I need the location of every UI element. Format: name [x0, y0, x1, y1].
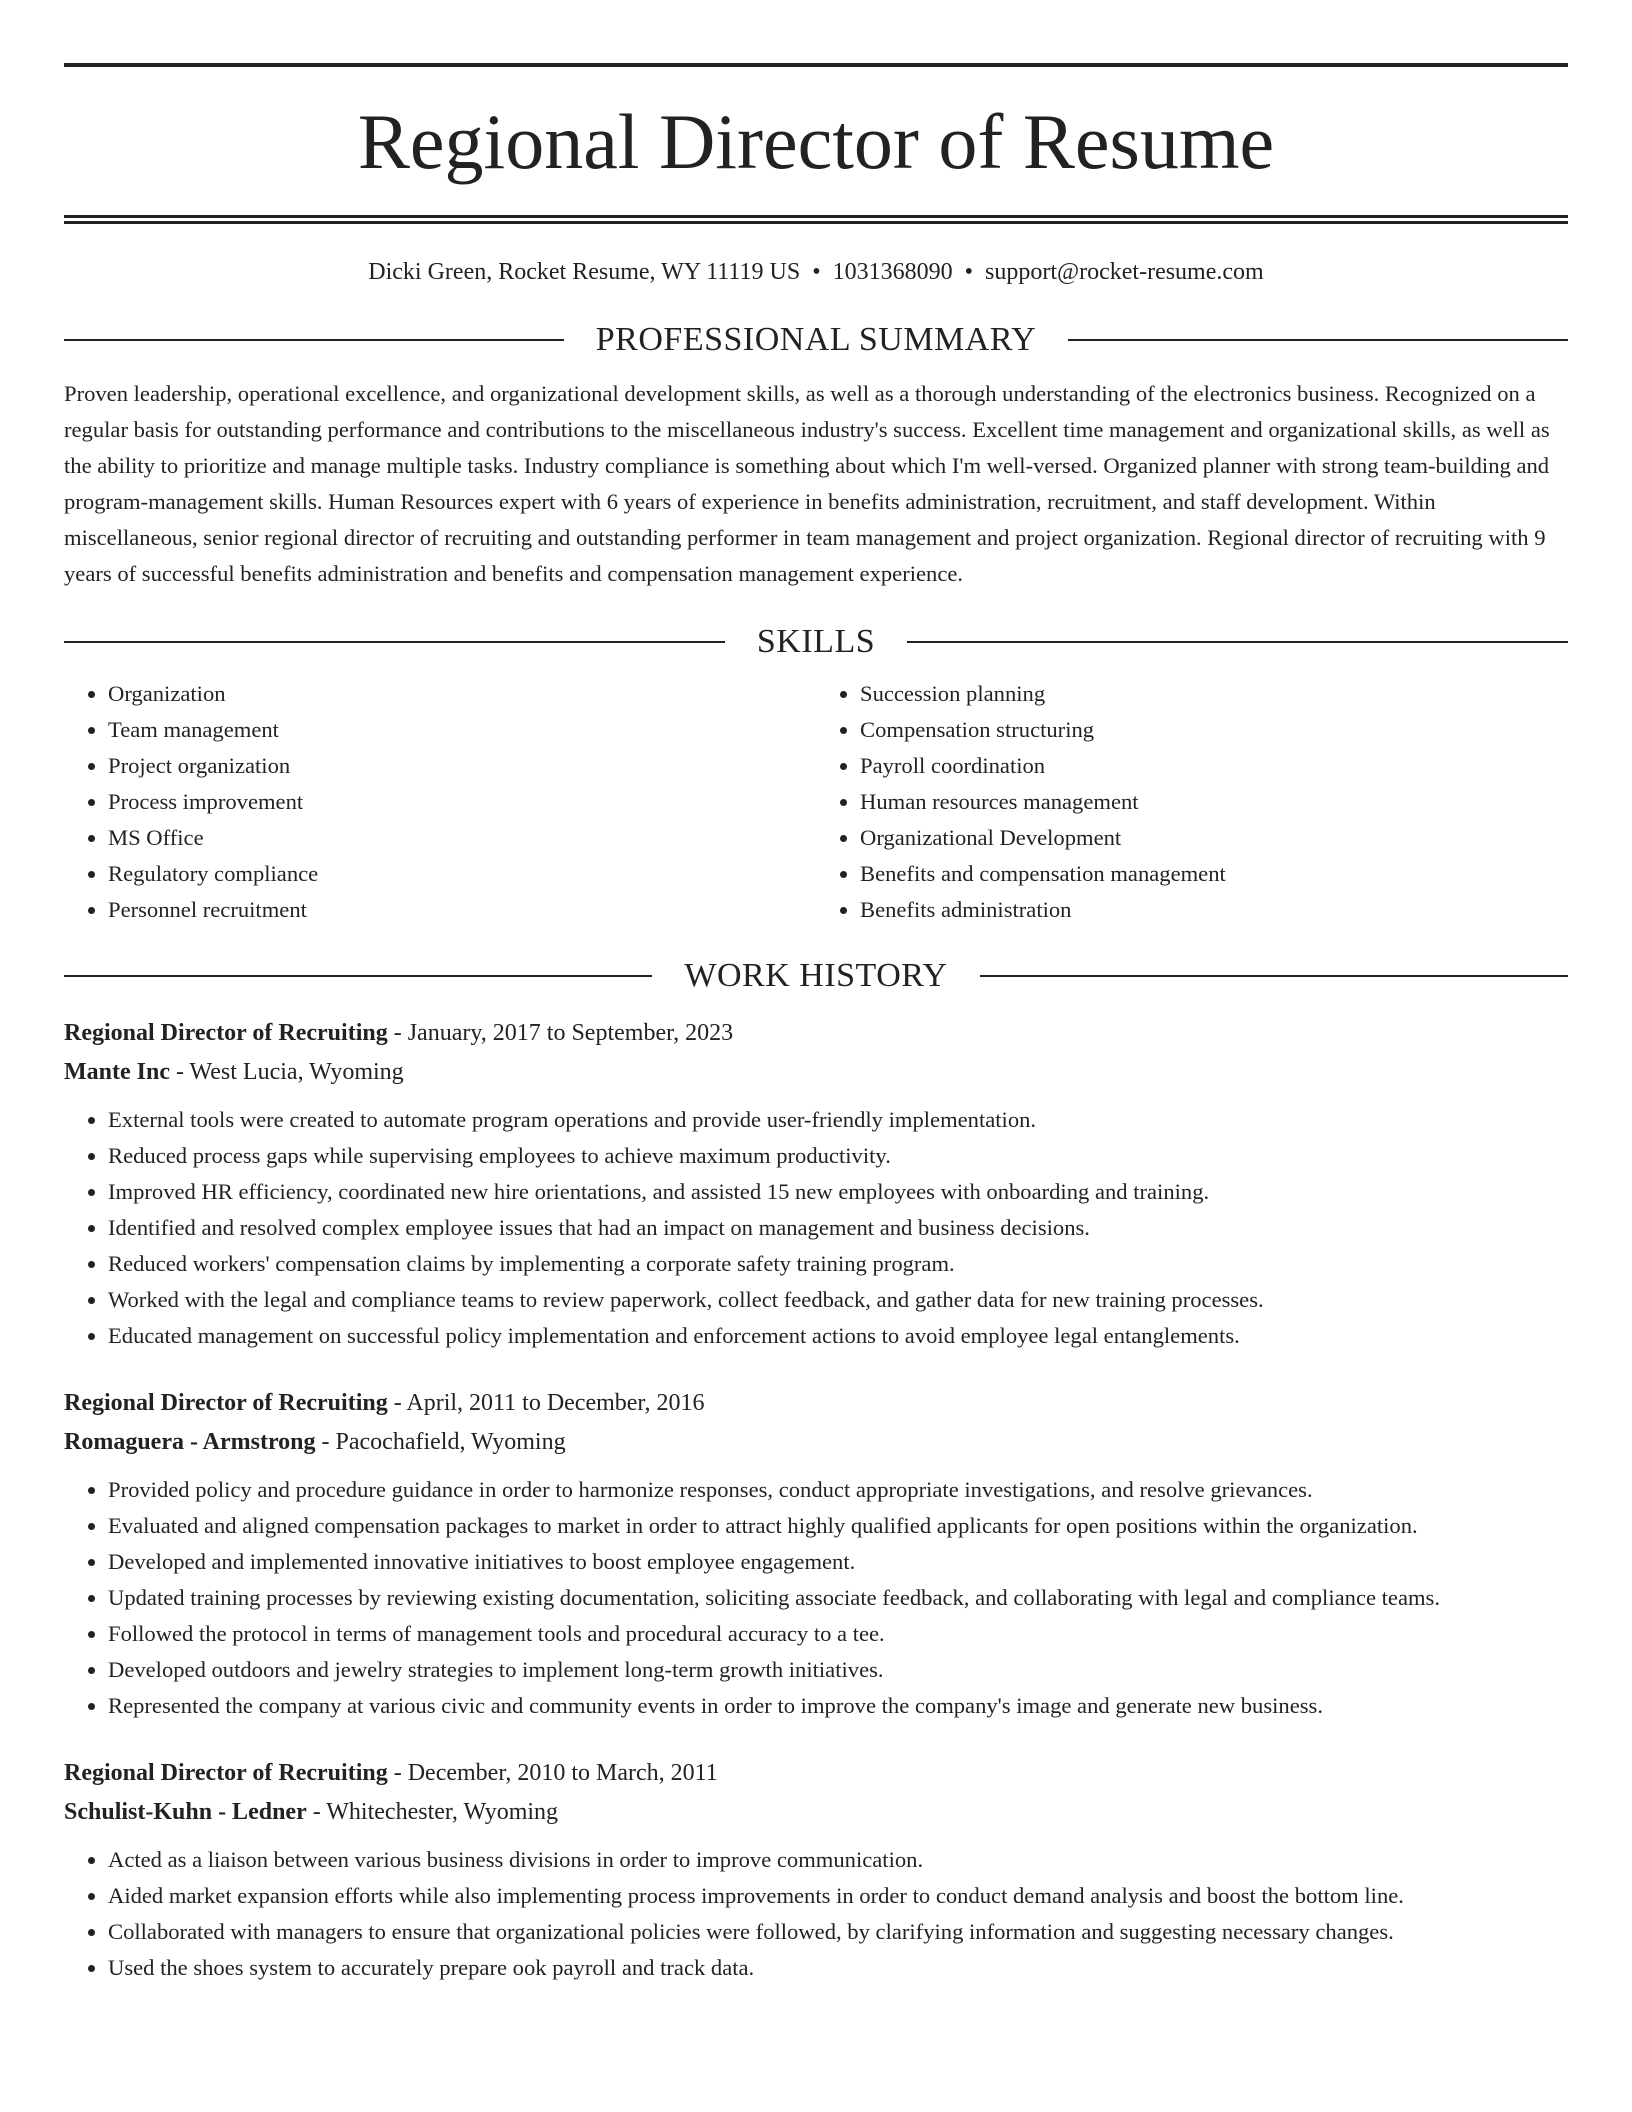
skills-column-left	[64, 676, 816, 928]
job-title: Regional Director of Recruiting	[64, 1760, 388, 1786]
skill-item: • Payroll coordination	[860, 748, 1568, 784]
job-company: Romaguera - Armstrong	[64, 1429, 316, 1455]
job-bullet: • Evaluated and aligned compensation packages to market in order to attract highly qualified applicants for open positions within the organization.	[108, 1508, 1568, 1544]
job-bullet: • Reduced process gaps while supervising employees to achieve maximum productivity.	[108, 1138, 1568, 1174]
summary-heading: PROFESSIONAL SUMMARY	[595, 321, 1037, 358]
job-bullet: • Aided market expansion efforts while also implementing process improvements in order to conduct demand analysis and boost the bottom line.	[108, 1878, 1568, 1914]
skill-item: • Human resources management	[860, 784, 1568, 820]
section-rule	[1068, 339, 1568, 341]
skill-item: • Benefits administration	[860, 892, 1568, 928]
job-location: - Pacochafield, Wyoming	[315, 1429, 566, 1455]
skill-item: • Team management	[108, 712, 816, 748]
job-bullet: • Used the shoes system to accurately prepare ook payroll and track data.	[108, 1950, 1568, 1986]
top-rule	[64, 63, 1568, 67]
job-title-line	[64, 1014, 1568, 1053]
contact-separator: •	[812, 259, 821, 285]
job-entry	[64, 1754, 1568, 1986]
skill-item: • Process improvement	[108, 784, 816, 820]
job-title-line	[64, 1384, 1568, 1423]
skill-item: • Personnel recruitment	[108, 892, 816, 928]
section-rule	[64, 975, 652, 977]
job-bullet: • Acted as a liaison between various business divisions in order to improve communication.	[108, 1842, 1568, 1878]
skill-item: • Project organization	[108, 748, 816, 784]
job-title: Regional Director of Recruiting	[64, 1020, 388, 1046]
job-bullet: • Developed and implemented innovative initiatives to boost employee engagement.	[108, 1544, 1568, 1580]
skill-item: • Regulatory compliance	[108, 856, 816, 892]
job-bullet: • Reduced workers' compensation claims by implementing a corporate safety training program.	[108, 1246, 1568, 1282]
resume-title: Regional Director of Resume	[357, 98, 1275, 185]
skills-list	[64, 676, 1568, 928]
job-bullet: • Represented the company at various civic and community events in order to improve the company's image and generate new business.	[108, 1688, 1568, 1724]
contact-line	[64, 256, 1568, 288]
contact-address: Dicki Green, Rocket Resume, WY 11119 US	[368, 259, 801, 285]
skill-item: • Compensation structuring	[860, 712, 1568, 748]
job-dates: - April, 2011 to December, 2016	[387, 1390, 705, 1416]
job-dates: - December, 2010 to March, 2011	[387, 1760, 718, 1786]
resume-page	[64, 0, 1568, 1986]
job-bullet: • External tools were created to automate program operations and provide user-friendly implementation.	[108, 1102, 1568, 1138]
skill-item: • Benefits and compensation management	[860, 856, 1568, 892]
job-bullet: • Followed the protocol in terms of management tools and procedural accuracy to a tee.	[108, 1616, 1568, 1652]
section-rule	[907, 641, 1568, 643]
job-company-line	[64, 1793, 1568, 1832]
job-bullets	[64, 1472, 1568, 1724]
job-bullet: • Provided policy and procedure guidance in order to harmonize responses, conduct appropriate investigations, and resolve grievances.	[108, 1472, 1568, 1508]
job-bullets	[64, 1102, 1568, 1354]
job-company: Mante Inc	[64, 1059, 170, 1085]
work-history-section-header	[64, 954, 1568, 998]
skills-column-right	[816, 676, 1568, 928]
job-entry	[64, 1384, 1568, 1724]
skill-item: • MS Office	[108, 820, 816, 856]
skill-item: • Organizational Development	[860, 820, 1568, 856]
section-rule	[980, 975, 1568, 977]
summary-section-header	[64, 318, 1568, 362]
job-title-line	[64, 1754, 1568, 1793]
section-rule	[64, 641, 725, 643]
contact-email: support@rocket-resume.com	[985, 259, 1264, 285]
job-entry	[64, 1014, 1568, 1354]
job-location: - Whitechester, Wyoming	[306, 1799, 559, 1825]
section-rule	[64, 339, 564, 341]
skill-item: • Succession planning	[860, 676, 1568, 712]
summary-text: Proven leadership, operational excellence, and organizational development skills, as well as a thorough understanding of the electronics business. Recognized on a regular basis for outstanding performance and contributions to the miscellaneous industry's success. Excellent time management and organizational skills, as well as the ability to prioritize and manage multiple tasks. Industry compliance is something about which I'm well-versed. Organized planner with strong team-building and program-management skills. Human Resources expert with 6 years of experience in benefits administration, recruitment, and staff development. Within miscellaneous, senior regional director of recruiting and outstanding performer in team management and project organization. Regional director of recruiting with 9 years of successful benefits administration and benefits and compensation management experience.	[64, 381, 1550, 586]
job-bullet: • Improved HR efficiency, coordinated new hire orientations, and assisted 15 new employees with onboarding and training.	[108, 1174, 1568, 1210]
job-company-line	[64, 1423, 1568, 1462]
job-location: - West Lucia, Wyoming	[169, 1059, 404, 1085]
contact-separator: •	[964, 259, 974, 285]
job-bullet: • Developed outdoors and jewelry strategies to implement long-term growth initiatives.	[108, 1652, 1568, 1688]
job-bullet: • Updated training processes by reviewing existing documentation, soliciting associate feedback, and collaborating with legal and compliance teams.	[108, 1580, 1568, 1616]
skill-item: • Organization	[108, 676, 816, 712]
job-bullet: • Educated management on successful policy implementation and enforcement actions to avoid employee legal entanglements.	[108, 1318, 1568, 1354]
job-company-line	[64, 1053, 1568, 1092]
job-bullet: • Identified and resolved complex employee issues that had an impact on management and business decisions.	[108, 1210, 1568, 1246]
job-dates: - January, 2017 to September, 2023	[387, 1020, 734, 1046]
skills-heading: SKILLS	[756, 623, 876, 660]
title-double-rule	[64, 215, 1568, 224]
job-bullets	[64, 1842, 1568, 1986]
job-bullet: • Worked with the legal and compliance teams to review paperwork, collect feedback, and gather data for new training processes.	[108, 1282, 1568, 1318]
work-history-heading: WORK HISTORY	[684, 957, 948, 994]
job-title: Regional Director of Recruiting	[64, 1390, 388, 1416]
job-bullet: • Collaborated with managers to ensure that organizational policies were followed, by clarifying information and suggesting necessary changes.	[108, 1914, 1568, 1950]
job-company: Schulist-Kuhn - Ledner	[64, 1799, 307, 1825]
contact-phone: 1031368090	[832, 259, 953, 285]
skills-section-header	[64, 620, 1568, 664]
